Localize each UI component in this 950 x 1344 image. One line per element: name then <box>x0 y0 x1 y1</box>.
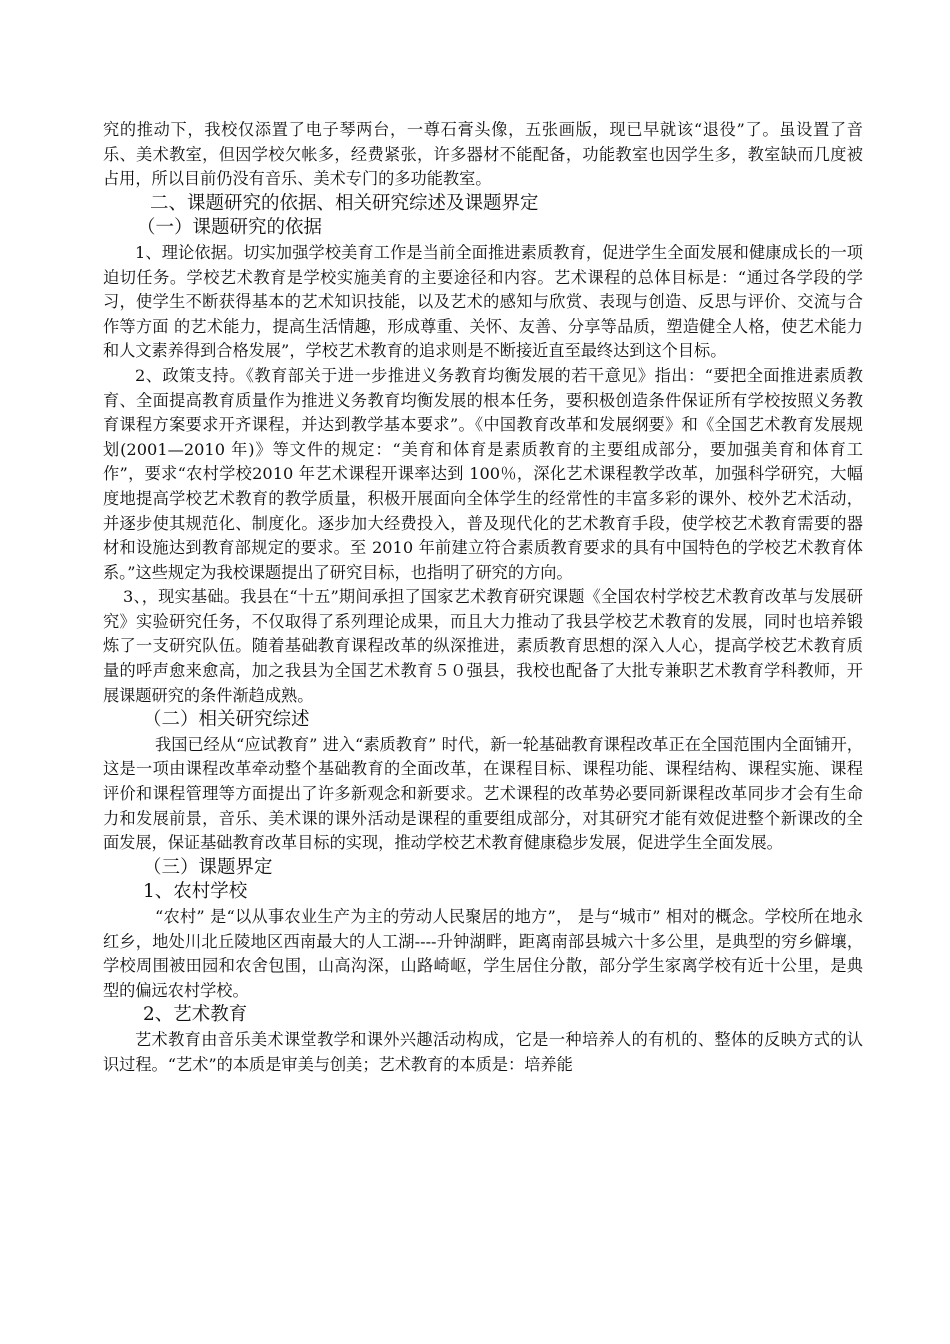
paragraph-theory-basis: 1、理论依据。切实加强学校美育工作是当前全面推进素质教育，促进学生全面发展和健康成长的一项迫切任务。学校艺术教育是学校实施美育的主要途径和内容。艺术课程的总体目标是：“通过各学段的学习，使学生不断获得基本的艺术知识技能，以及艺术的感知与欣赏、表现与创造、反思与评价、交流与合作等方面 的艺术能力，提高生活情趣，形成尊重、关怀、友善、分享等品质，塑造健全人格，使艺术能力和人文素养得到合格发展”，学校艺术教育的追求则是不断接近直至最终达到这个目标。 <box>103 242 863 361</box>
section-heading-2: 二、课题研究的依据、相关研究综述及课题界定 <box>150 192 539 214</box>
paragraph-policy-support: 2、政策支持。《教育部关于进一步推进义务教育均衡发展的若干意见》指出：“要把全面推进素质教育、全面提高教育质量作为推进义务教育均衡发展的根本任务，要积极创造条件保证所有学校按照义务教育课程方案要求开齐课程，并达到教学基本要求”。《中国教育改革和发展纲要》和《全国艺术教育发展规划(2001—2010 年)》等文件的规定：“美育和体育是素质教育的主要组成部分，要加强美育和体育工作”，要求“农村学校2010 年艺术课程开课率达到 100％，深化艺术课程教学改革，加强科学研究，大幅度地提高学校艺术教育的教学质量，积极开展面向全体学生的经常性的丰富多彩的课外、校外艺术活动，并逐步使其规范化、制度化。逐步加大经费投入，普及现代化的艺术教育手段，使学校艺术教育需要的器材和设施达到教育部规定的要求。至 2010 年前建立符合素质教育要求的具有中国特色的学校艺术教育体系。”这些规定为我校课题提出了研究目标，也指明了研究的方向。 <box>103 365 863 582</box>
subsection-heading-definition: （三）课题界定 <box>143 856 273 878</box>
paragraph-practical-basis: 3、，现实基础。我县在“十五”期间承担了国家艺术教育研究课题《全国农村学校艺术教育改革与发展研究》实验研究任务，不仅取得了系列理论成果，而且大力推动了我县学校艺术教育的发展，同时也培养锻炼了一支研究队伍。随着基础教育课程改革的纵深推进，素质教育思想的深入人心，提高学校艺术教育质量的呼声愈来愈高，加之我县为全国艺术教育５０强县，我校也配备了大批专兼职艺术教育学科教师，开展课题研究的条件渐趋成熟。 <box>103 587 863 705</box>
paragraph-rural-school: “农村” 是“以从事农业生产为主的劳动人民聚居的地方”， 是与“城市” 相对的概念。学校所在地永红乡，地处川北丘陵地区西南最大的人工湖----升钟湖畔，距离南部县城六十多公里，是典型的穷乡僻壤，学校周围被田园和农舍包围，山高沟深，山路崎岖，学生居住分散，部分学生家离学校有近十公里，是典型的偏远农村学校。 <box>103 907 863 1000</box>
paragraph-intro: 究的推动下，我校仅添置了电子琴两台，一尊石膏头像，五张画版，现已早就该“退役”了。虽设置了音乐、美术教室，但因学校欠帐多，经费紧张，许多器材不能配备，功能教室也因学生多，教室缺而几度被占用，所以目前仍没有音乐、美术专门的多功能教室。 <box>103 120 863 189</box>
paragraph-research-review: 我国已经从“应试教育” 进入“素质教育” 时代，新一轮基础教育课程改革正在全国范围内全面铺开，这是一项由课程改革牵动整个基础教育的全面改革，在课程目标、课程功能、课程结构、课程实施、课程评价和课程管理等方面提出了许多新观念和新要求。艺术课程的改革势必要同新课程改革同步才会有生命力和发展前景，音乐、美术课的课外活动是课程的重要组成部分，对其研究才能有效促进整个新课改的全面发展，保证基础教育改革目标的实现，推动学校艺术教育健康稳步发展，促进学生全面发展。 <box>103 734 863 853</box>
term-heading-art-education: 2、艺术教育 <box>143 1004 248 1026</box>
document-page <box>103 118 863 1077</box>
term-heading-rural-school: 1、农村学校 <box>143 881 248 903</box>
subsection-heading-basis: （一）课题研究的依据 <box>137 217 323 239</box>
subsection-heading-review: （二）相关研究综述 <box>143 709 310 731</box>
paragraph-art-education: 艺术教育由音乐美术课堂教学和课外兴趣活动构成，它是一种培养人的有机的、整体的反映方式的认识过程。“艺术”的本质是审美与创美；艺术教育的本质是：培养能 <box>103 1029 863 1074</box>
